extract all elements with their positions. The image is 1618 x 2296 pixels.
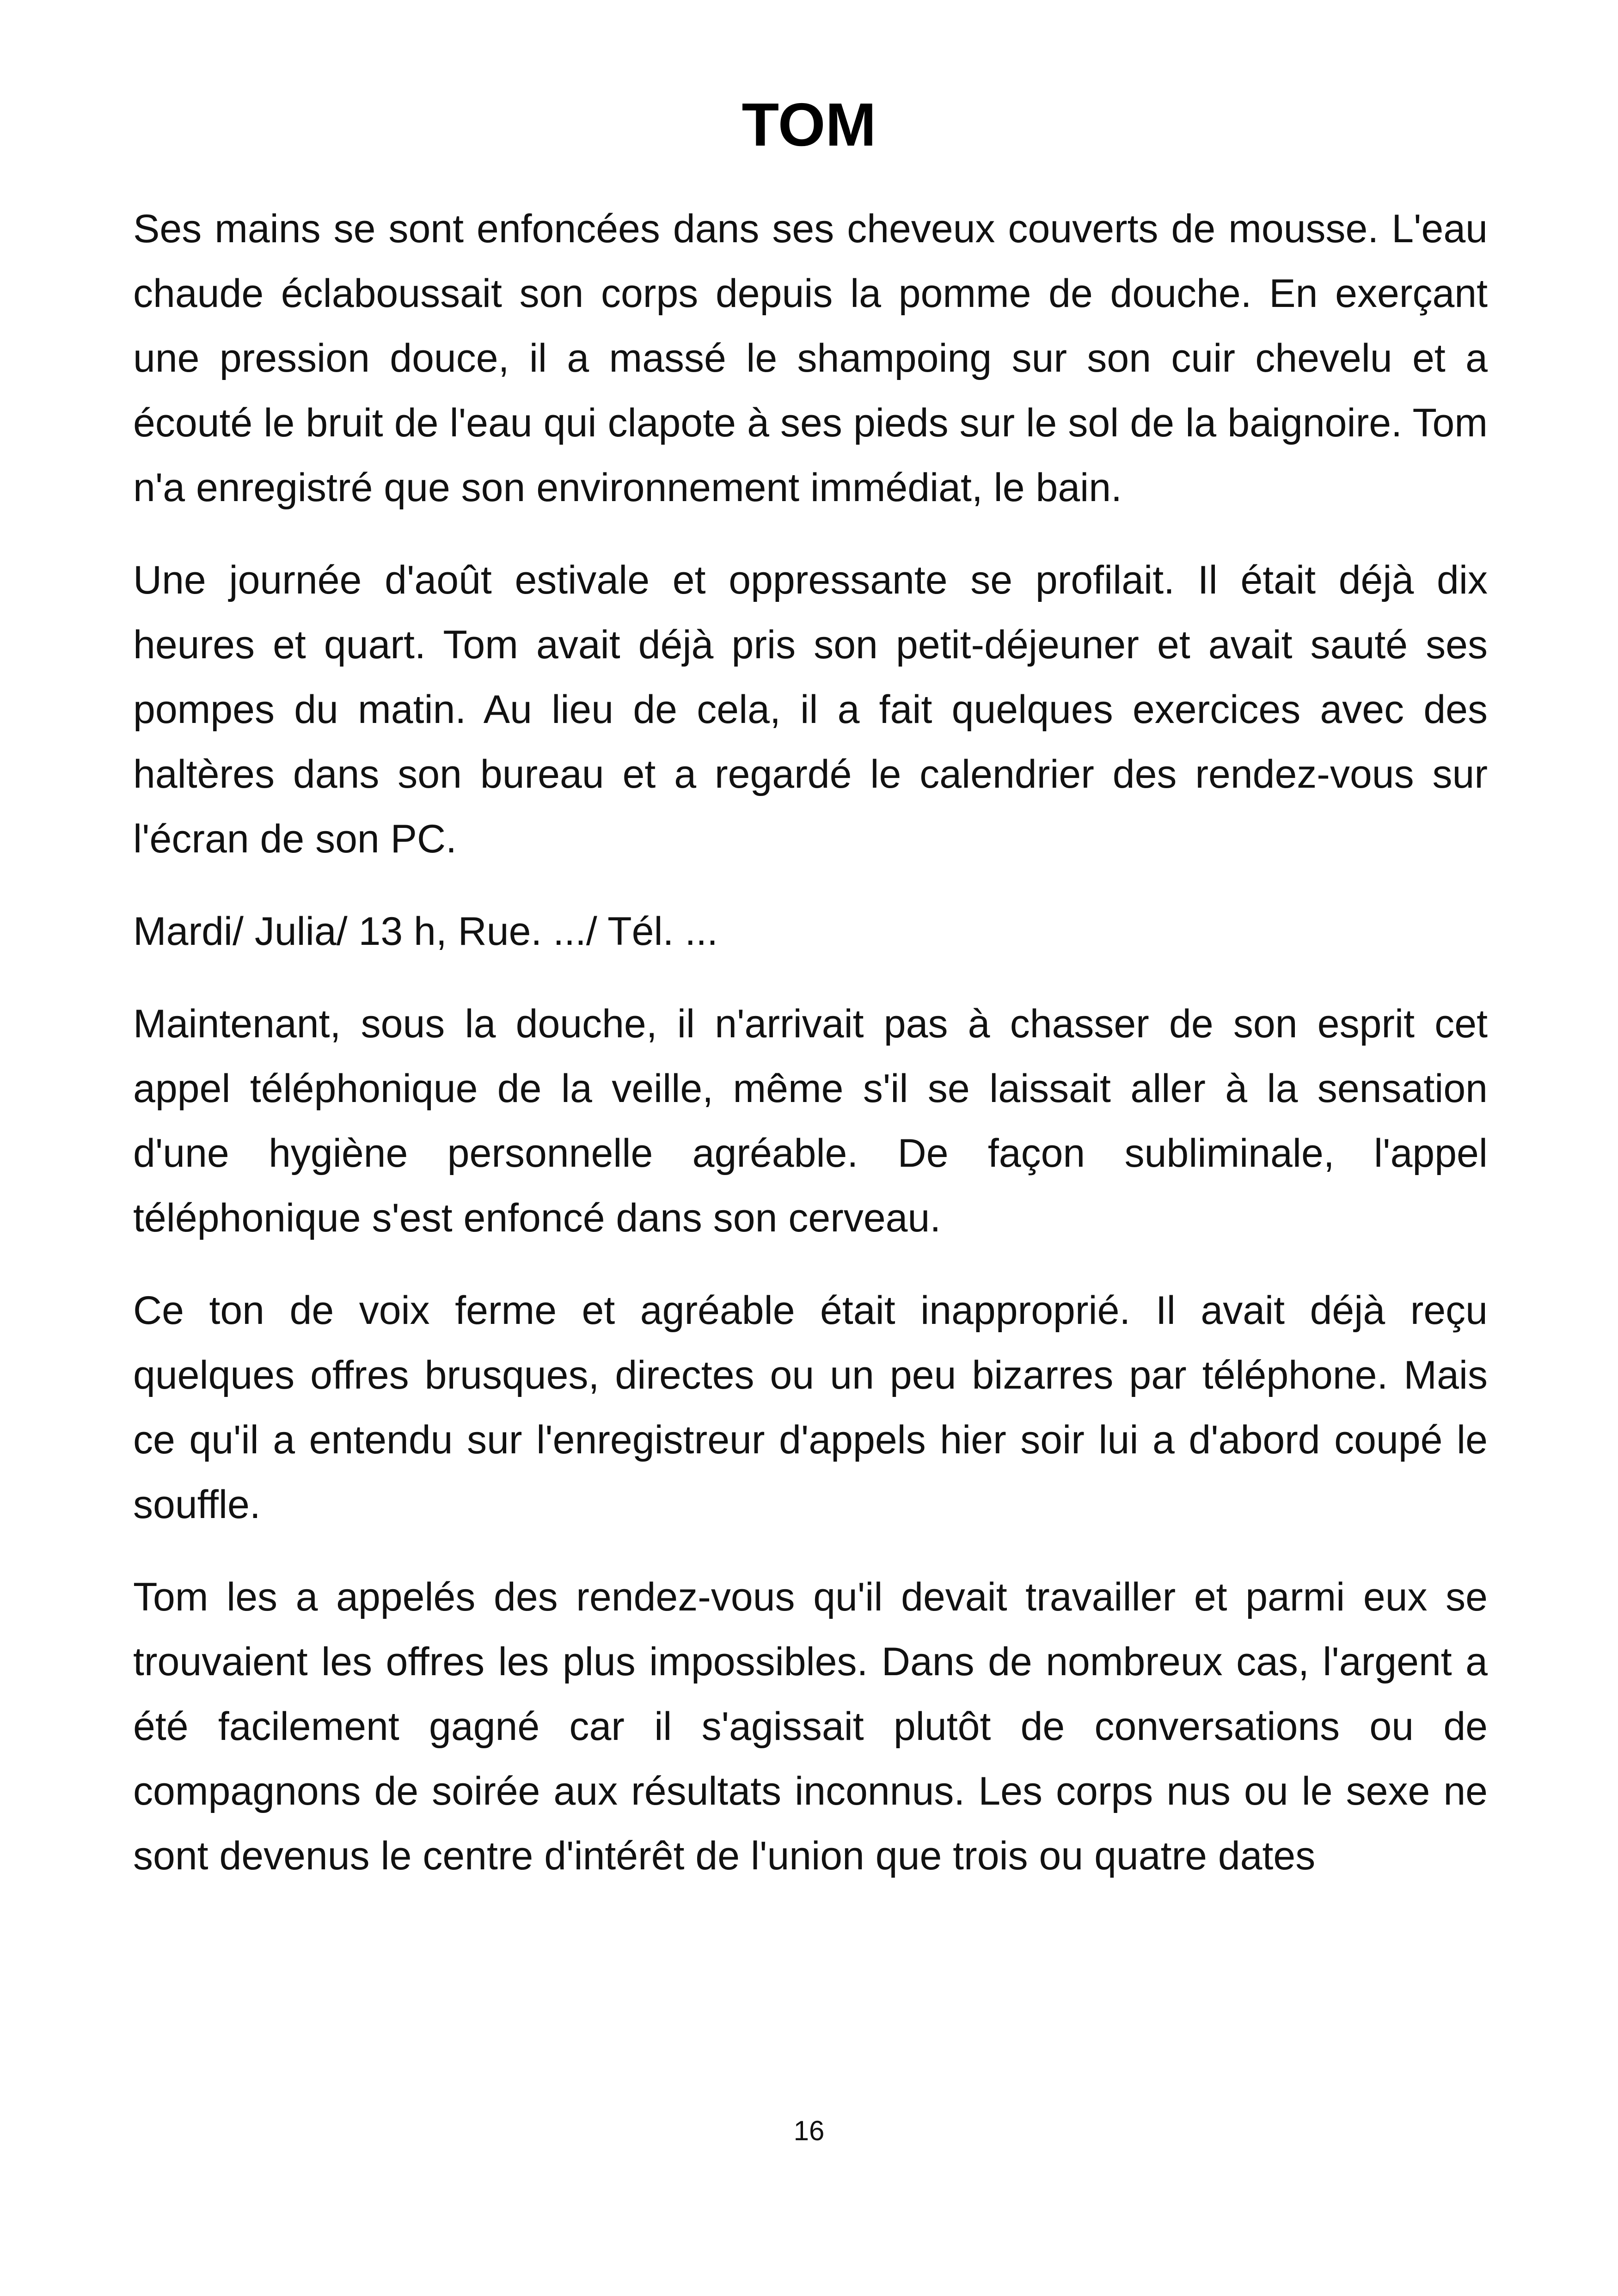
chapter-title: TOM xyxy=(742,91,876,159)
paragraph-4: Maintenant, sous la douche, il n'arrivait pas à chasser de son esprit cet appel téléphonique de la veille, même s'il se laissait aller à la sensation d'une hygiène personnelle agréable. De façon subliminale, l'appel téléphonique s'est enfoncé dans son cerveau. xyxy=(133,1002,1488,1240)
paragraph-2: Une journée d'août estivale et oppressante se profilait. Il était déjà dix heures et quart. Tom avait déjà pris son petit-déjeuner et avait sauté ses pompes du matin. Au lieu de cela, il a fait quelques exercices avec des haltères dans son bureau et a regardé le calendrier des rendez-vous sur l'écran de son PC. xyxy=(133,558,1488,861)
paragraph-5: Ce ton de voix ferme et agréable était inapproprié. Il avait déjà reçu quelques offres brusques, directes ou un peu bizarres par téléphone. Mais ce qu'il a entendu sur l'enregistreur d'appels hier soir lui a d'abord coupé le souffle. xyxy=(133,1288,1488,1527)
page-number: 16 xyxy=(793,2115,825,2146)
paragraph-1: Ses mains se sont enfoncées dans ses cheveux couverts de mousse. L'eau chaude éclaboussait son corps depuis la pomme de douche. En exerçant une pression douce, il a massé le shampoing sur son cuir chevelu et a écouté le bruit de l'eau qui clapote à ses pieds sur le sol de la baignoire. Tom n'a enregistré que son environnement immédiat, le bain. xyxy=(133,207,1488,510)
paragraph-3: Mardi/ Julia/ 13 h, Rue. .../ Tél. ... xyxy=(133,909,718,954)
body-text xyxy=(133,196,1488,1916)
paragraph-6: Tom les a appelés des rendez-vous qu'il devait travailler et parmi eux se trouvaient les offres les plus impossibles. Dans de nombreux cas, l'argent a été facilement gagné car il s'agissait plutôt de conversations ou de compagnons de soirée aux résultats inconnus. Les corps nus ou le sexe ne sont devenus le centre d'intérêt de l'union que trois ou quatre dates xyxy=(133,1575,1488,1878)
